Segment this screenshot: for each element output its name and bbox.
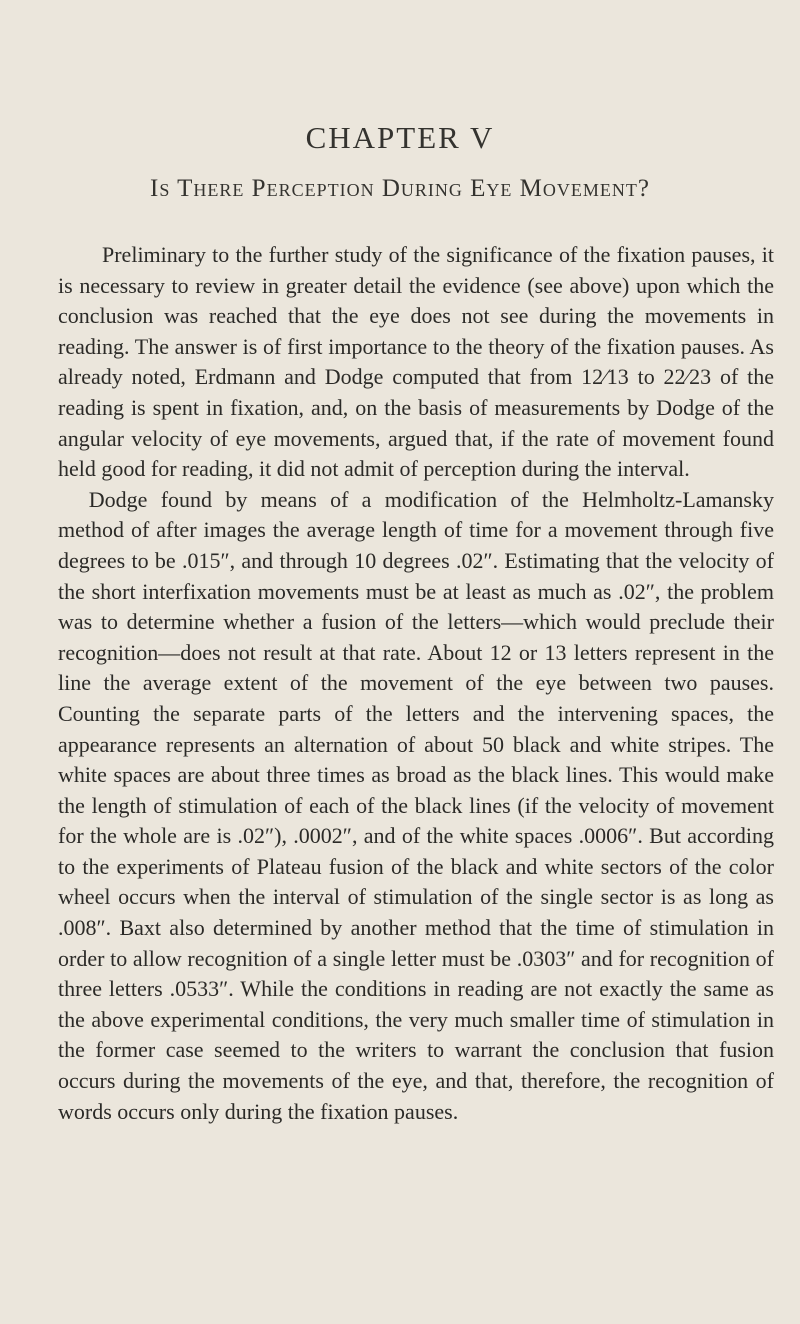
chapter-body (58, 240, 774, 1127)
chapter-number: CHAPTER V (305, 120, 495, 155)
paragraph-1: Preliminary to the further study of the significance of the fixation pauses, it is necessary to review in greater detail the evidence (see above) upon which the conclusion was reached that the eye does not see during the movements in reading. The answer is of first importance to the theory of the fixation pauses. As already noted, Erdmann and Dodge computed that from 12⁄13 to 22⁄23 of the reading is spent in fixation, and, on the basis of measurements by Dodge of the angular velocity of eye movements, argued that, if the rate of movement found held good for reading, it did not admit of perception during the interval. (58, 242, 774, 482)
paragraph-2: Dodge found by means of a modification of the Helmholtz-Lamansky method of after images the average length of time for a movement through five degrees to be .015″, and through 10 degrees .02″. Estimating that the velocity of the short interfixation movements must be at least as much as .02″, the problem was to determine whether a fusion of the letters—which would preclude their recognition—does not result at that rate. About 12 or 13 letters represent in the line the average extent of the movement of the eye between two pauses. Counting the separate parts of the letters and the intervening spaces, the appearance represents an alternation of about 50 black and white stripes. The white spaces are about three times as broad as the black lines. This would make the length of stimulation of each of the black lines (if the velocity of movement for the whole are is .02″), .0002″, and of the white spaces .0006″. But according to the experiments of Plateau fusion of the black and white sectors of the color wheel occurs when the interval of stimulation of the single sector is as long as .008″. Baxt also determined by another method that the time of stimulation in order to allow recognition of a single letter must be .0303″ and for recognition of three letters .0533″. While the conditions in reading are not exactly the same as the above experimental conditions, the very much smaller time of stimulation in the former case seemed to the writers to warrant the conclusion that fusion occurs during the movements of the eye, and that, therefore, the recognition of words occurs only during the fixation pauses. (58, 486, 774, 1124)
chapter-title: Is There Perception During Eye Movement? (150, 175, 650, 202)
